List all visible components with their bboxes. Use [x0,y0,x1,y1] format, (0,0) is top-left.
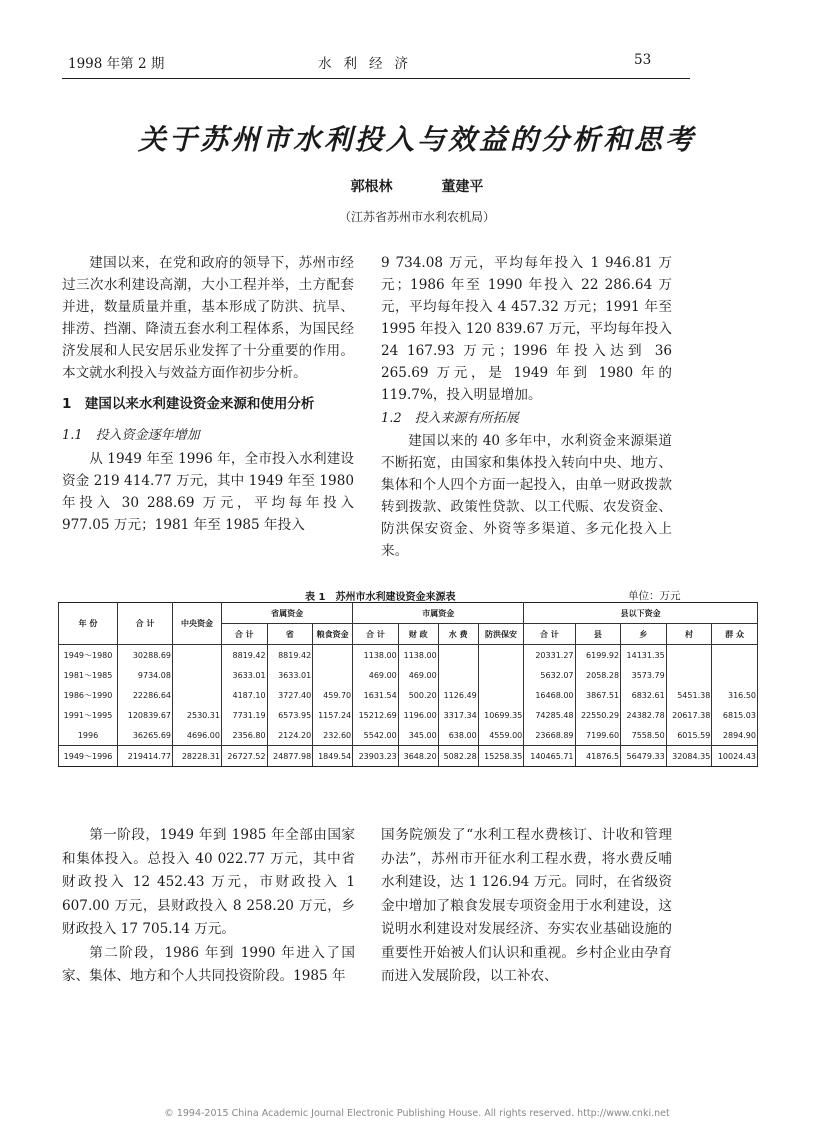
year-cell: 1991～1995 [59,705,118,725]
table-cell: 3633.01 [222,665,268,685]
table-cell: 7558.50 [621,725,667,746]
table-cell: 23668.89 [524,725,575,746]
table-cell: 7731.19 [222,705,268,725]
body-paragraph: 9 734.08 万元，平均每年投入 1 946.81 万元；1986 年至 1990 年投入 22 286.64 万元，平均每年投入 4 457.32 万元；1991 年至 1995 年投入 120 839.67 万元，平均每年投入 24 167.93 万元；1996 年投入达到 36 265.69 万元，是 1949 年到 1980 年的 119.7%，投入明显增加。 [381,255,672,403]
table-row [59,725,758,746]
table-cell: 3727.40 [267,685,313,705]
column-header: 省 [267,624,313,645]
bottom-right-column [381,824,672,989]
table-cell [438,645,478,666]
table-cell: 3648.20 [398,746,438,767]
table-cell: 3867.51 [575,685,621,705]
author-list [0,176,834,196]
table-row [59,746,758,767]
body-paragraph: 国务院颁发了“水利工程水费核订、计收和管理办法”，苏州市开征水利工程水费，将水费反哺水利建设，达 1 126.94 万元。同时，在省级资金中增加了粮食发展专项资金用于水利建设，这说明水利建设对发展经济、夯实农业基础设施的重要性开始被人们认识和重视。乡村企业由孕育而进入发展阶段，以工补农、 [381,827,672,984]
subsection-heading: 1.2 投入来源有所拓展 [381,411,519,426]
table-cell [173,685,222,705]
column-header: 合 计 [524,624,575,645]
column-header: 省属资金 [222,603,353,624]
column-header: 县 [575,624,621,645]
table-cell: 120839.67 [118,705,173,725]
table-cell: 638.00 [438,725,478,746]
table-cell [313,645,353,666]
table-cell: 20331.27 [524,645,575,666]
journal-name: 水利经济 [318,56,420,72]
column-header: 乡 [621,624,667,645]
table-cell: 24382.78 [621,705,667,725]
column-header: 水 费 [438,624,478,645]
table-cell: 4187.10 [222,685,268,705]
table-cell: 459.70 [313,685,353,705]
table-cell: 14131.35 [621,645,667,666]
table-cell: 140465.71 [524,746,575,767]
affiliation: （江苏省苏州市水利农机局） [338,210,495,224]
subsection-heading: 1.1 投入资金逐年增加 [62,428,200,443]
table-cell [173,665,222,685]
table-cell: 500.20 [398,685,438,705]
table-cell [478,685,524,705]
column-header: 县以下资金 [524,603,758,624]
table-row [59,705,758,725]
table-cell [438,665,478,685]
table-cell: 469.00 [353,665,399,685]
table-cell: 6815.03 [712,705,758,725]
table-cell [666,665,712,685]
right-column [381,252,672,562]
year-cell: 1996 [59,725,118,746]
table-cell: 23903.23 [353,746,399,767]
table-cell: 20617.38 [666,705,712,725]
table-cell: 2124.20 [267,725,313,746]
table-cell: 219414.77 [118,746,173,767]
year-cell: 1949～1980 [59,645,118,666]
section-heading: 1 建国以来水利建设资金来源和使用分析 [62,396,315,412]
table-cell: 1157.24 [313,705,353,725]
table-cell: 2058.28 [575,665,621,685]
table-cell: 232.60 [313,725,353,746]
table-cell: 3633.01 [267,665,313,685]
table-caption: 表 1 苏州市水利建设资金来源表 [305,592,456,603]
table-cell [478,645,524,666]
table-cell: 30288.69 [118,645,173,666]
table-cell: 15212.69 [353,705,399,725]
table-row [59,645,758,666]
table-cell: 6573.95 [267,705,313,725]
column-header: 合 计 [353,624,399,645]
table-cell: 1196.00 [398,705,438,725]
column-header: 财 政 [398,624,438,645]
table-cell: 345.00 [398,725,438,746]
body-paragraph: 从 1949 年至 1996 年，全市投入水利建设资金 219 414.77 万元，其中 1949 年至 1980 年投入 30 288.69 万元，平均每年投入 977.05 万元；1981 年至 1985 年投入 [62,451,354,533]
table-cell: 26727.52 [222,746,268,767]
body-paragraph: 第二阶段，1986 年到 1990 年进入了国家、集体、地方和个人共同投资阶段。1985 年 [62,944,355,984]
table-cell: 22286.64 [118,685,173,705]
table-cell [712,665,758,685]
table-cell: 24877.98 [267,746,313,767]
table-cell: 4559.00 [478,725,524,746]
table-cell: 7199.60 [575,725,621,746]
funding-source-table [58,602,758,767]
column-header: 市属资金 [353,603,524,624]
issue-label: 1998 年第 2 期 [68,56,165,72]
table-cell: 41876.5 [575,746,621,767]
column-header: 粮食资金 [313,624,353,645]
table-cell: 2894.90 [712,725,758,746]
table-cell: 3573.79 [621,665,667,685]
table-cell: 6199.92 [575,645,621,666]
table-cell: 5632.07 [524,665,575,685]
bottom-left-column [62,824,355,989]
table-cell: 1126.49 [438,685,478,705]
table-body [59,645,758,767]
table-cell: 8819.42 [267,645,313,666]
table-cell: 5082.28 [438,746,478,767]
body-paragraph: 第一阶段，1949 年到 1985 年全部由国家和集体投入。总投入 40 022.77 万元，其中省财政投入 12 452.43 万元，市财政投入 1 607.00 万元，县财政投入 8 258.20 万元，乡财政投入 17 705.14 万元。 [62,827,355,937]
table-cell: 469.00 [398,665,438,685]
table-cell: 3317.34 [438,705,478,725]
table-cell: 1631.54 [353,685,399,705]
intro-paragraph: 建国以来，在党和政府的领导下，苏州市经过三次水利建设高潮，大小工程并举，土方配套并进，数量质量并重，基本形成了防洪、抗旱、排涝、挡潮、降渍五套水利工程体系，为国民经济发展和人民安居乐业发挥了十分重要的作用。本文就水利投入与效益方面作初步分析。 [62,255,354,381]
copyright-footer: © 1994-2015 China Academic Journal Electronic Publishing House. All rights reserved. http://www.cnki.net [164,1108,670,1119]
table-cell: 5542.00 [353,725,399,746]
table-row [59,665,758,685]
table-cell: 16468.00 [524,685,575,705]
left-column [62,252,354,536]
table-cell [666,645,712,666]
table-cell: 56479.33 [621,746,667,767]
table-cell [173,645,222,666]
column-header: 中央资金 [173,603,222,645]
table-cell: 8819.42 [222,645,268,666]
body-paragraph: 建国以来的 40 多年中，水利资金来源渠道不断拓宽，由国家和集体投入转向中央、地方、集体和个人四个方面一起投入，由单一财政拨款转到拨款、政策性贷款、以工代赈、农发资金、防洪保安资金、外资等多渠道、多元化投入上来。 [381,433,672,559]
table-cell: 1849.54 [313,746,353,767]
table-cell: 4696.00 [173,725,222,746]
table-cell: 316.50 [712,685,758,705]
table-cell [478,665,524,685]
table-cell: 10699.35 [478,705,524,725]
column-header: 村 [666,624,712,645]
table-cell: 9734.08 [118,665,173,685]
table-cell: 2530.31 [173,705,222,725]
table-cell [313,665,353,685]
article-title: 关于苏州市水利投入与效益的分析和思考 [137,123,696,156]
header-rule [62,78,690,79]
author-name: 董建平 [441,179,484,195]
column-header: 合 计 [222,624,268,645]
year-cell: 1949～1996 [59,746,118,767]
page-number: 53 [634,52,652,68]
column-header: 防洪保安 [478,624,524,645]
column-header: 群 众 [712,624,758,645]
table-cell: 36265.69 [118,725,173,746]
table-unit: 单位：万元 [628,590,681,602]
table-cell [712,645,758,666]
table-row [59,685,758,705]
table-cell: 1138.00 [398,645,438,666]
table-cell: 74285.48 [524,705,575,725]
table-cell: 1138.00 [353,645,399,666]
year-cell: 1981～1985 [59,665,118,685]
table-cell: 15258.35 [478,746,524,767]
table-cell: 10024.43 [712,746,758,767]
column-header: 年 份 [59,603,118,645]
table-cell: 6015.59 [666,725,712,746]
author-name: 郭根林 [350,179,393,195]
table-cell: 6832.61 [621,685,667,705]
table-cell: 5451.38 [666,685,712,705]
table-cell: 28228.31 [173,746,222,767]
table-cell: 22550.29 [575,705,621,725]
year-cell: 1986～1990 [59,685,118,705]
table-cell: 32084.35 [666,746,712,767]
column-header: 合 计 [118,603,173,645]
table-cell: 2356.80 [222,725,268,746]
